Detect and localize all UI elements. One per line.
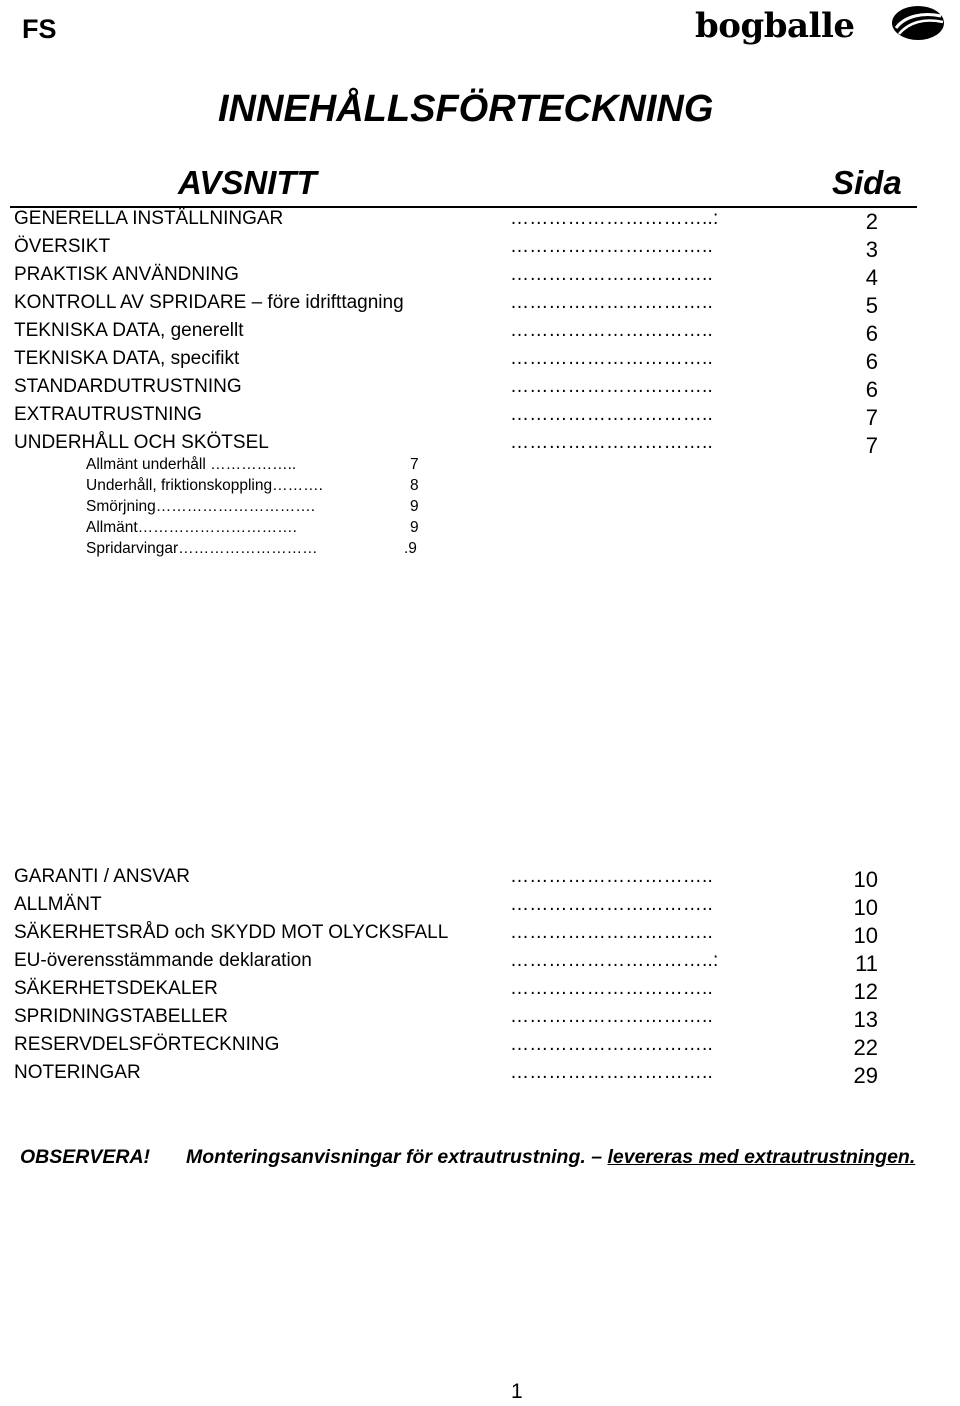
toc-entry-leader: ………………………….. xyxy=(510,236,713,257)
toc-entry-leader: ………………………….. xyxy=(510,348,713,369)
toc-entry-label: EXTRAUTRUSTNING xyxy=(14,404,202,425)
toc-entry-page: 3 xyxy=(865,237,878,262)
toc-entry-page: 22 xyxy=(853,1035,878,1060)
toc-entry-leader: ………………………….. xyxy=(510,376,713,397)
toc-entry-page: 6 xyxy=(865,321,878,346)
toc-entry-page: 2 xyxy=(865,209,878,234)
toc-entry-label: ALLMÄNT xyxy=(14,894,102,915)
toc-entry-leader: …………………………..: xyxy=(510,950,719,971)
toc-entry-label: PRAKTISK ANVÄNDNING xyxy=(14,264,239,285)
toc-entry-page: 6 xyxy=(865,377,878,402)
toc-entry-leader: ………………………….. xyxy=(510,1062,713,1083)
toc-entry-leader: ………………………….. xyxy=(510,1006,713,1027)
section-column-heading: AVSNITT xyxy=(178,164,317,201)
page-title: INNEHÅLLSFÖRTECKNING xyxy=(218,88,714,130)
toc-entry-page: 6 xyxy=(865,349,878,374)
toc-entry-page: 10 xyxy=(853,895,878,920)
toc-subentry-label: Spridarvingar……………………… xyxy=(86,540,318,557)
toc-subentry-label: Allmänt…………………………. xyxy=(86,519,297,536)
note-text-main: Monteringsanvisningar för extrautrustning. – xyxy=(186,1146,603,1168)
toc-entry-page: 11 xyxy=(855,951,878,976)
toc-entry-leader: ………………………….. xyxy=(510,404,713,425)
page-column-heading: Sida xyxy=(832,164,902,201)
toc-entry-leader: ………………………….. xyxy=(510,978,713,999)
toc-entry-label: UNDERHÅLL OCH SKÖTSEL xyxy=(14,432,269,453)
note-text xyxy=(186,1146,915,1169)
bogballe-logo xyxy=(693,4,948,52)
toc-subentry-page: .9 xyxy=(404,540,417,557)
toc-entry-page: 10 xyxy=(853,923,878,948)
toc-entry-leader: ………………………….. xyxy=(510,264,713,285)
toc-entry-leader: ………………………….. xyxy=(510,866,713,887)
toc-subentry-label: Underhåll, friktionskoppling………. xyxy=(86,477,323,494)
toc-entry-leader: ………………………….. xyxy=(510,320,713,341)
toc-entry-label: GENERELLA INSTÄLLNINGAR xyxy=(14,208,284,229)
toc-entry-label: SÄKERHETSRÅD och SKYDD MOT OLYCKSFALL xyxy=(14,922,449,943)
note-label: OBSERVERA! xyxy=(20,1146,151,1168)
toc-entry-leader: ………………………….. xyxy=(510,922,713,943)
toc-entry-page: 5 xyxy=(865,293,878,318)
toc-entry-label: TEKNISKA DATA, specifikt xyxy=(14,348,240,369)
toc-entry-label: TEKNISKA DATA, generellt xyxy=(14,320,244,341)
toc-entry-leader: ………………………….. xyxy=(510,894,713,915)
toc-entry-page: 12 xyxy=(853,979,878,1004)
toc-entry-label: RESERVDELSFÖRTECKNING xyxy=(14,1034,280,1055)
toc-entry-leader: ………………………….. xyxy=(510,1034,713,1055)
toc-entry-leader: ………………………….. xyxy=(510,292,713,313)
toc-entry-label: SÄKERHETSDEKALER xyxy=(14,978,218,999)
toc-entry-leader: ………………………….. xyxy=(510,432,713,453)
section-code: FS xyxy=(22,14,57,44)
toc-entry-label: ÖVERSIKT xyxy=(14,236,111,257)
toc-entry-page: 7 xyxy=(865,405,878,430)
toc-entry-page: 29 xyxy=(853,1063,878,1088)
toc-entry-page: 13 xyxy=(853,1007,878,1032)
toc-subentry-page: 8 xyxy=(410,477,419,494)
toc-entry-page: 7 xyxy=(865,433,878,458)
toc-subentry-page: 9 xyxy=(410,498,419,515)
toc-entry-label: EU-överensstämmande deklaration xyxy=(14,950,312,971)
toc-subentry-label: Allmänt underhåll …………….. xyxy=(86,456,297,473)
toc-entry-label: KONTROLL AV SPRIDARE – före idrifttagning xyxy=(14,292,404,313)
svg-text:bogballe: bogballe xyxy=(695,6,855,46)
toc-subentry-page: 9 xyxy=(410,519,419,536)
toc-subentry-page: 7 xyxy=(410,456,419,473)
toc-entry-label: SPRIDNINGSTABELLER xyxy=(14,1006,228,1027)
toc-entry-label: STANDARDUTRUSTNING xyxy=(14,376,242,397)
note-text-underlined: levereras med extrautrustningen. xyxy=(607,1146,916,1168)
toc-entry-label: GARANTI / ANSVAR xyxy=(14,866,190,887)
toc-entry-page: 10 xyxy=(853,867,878,892)
toc-entry-page: 4 xyxy=(865,265,878,290)
page-number: 1 xyxy=(511,1380,523,1403)
toc-entry-leader: …………………………..: xyxy=(510,208,719,229)
toc-entry-label: NOTERINGAR xyxy=(14,1062,141,1083)
toc-subentry-label: Smörjning…………………………. xyxy=(86,498,316,515)
